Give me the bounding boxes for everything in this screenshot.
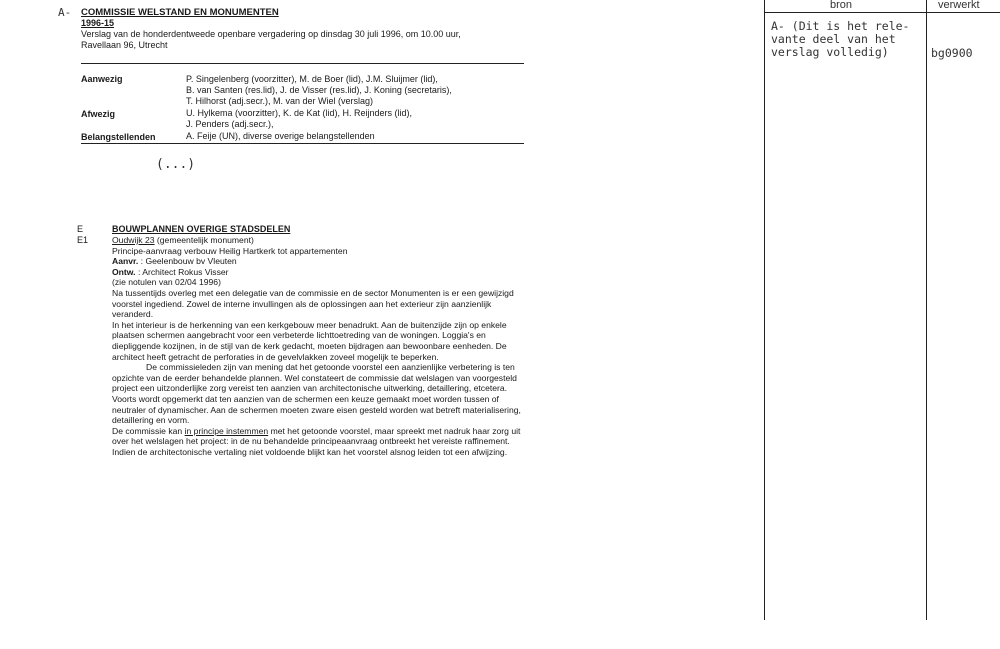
header-bron: bron [830,0,853,11]
margin-header-rule [764,12,1000,13]
paragraph-4-decision: in principe instemmen [184,425,269,436]
ontwerper-value: : Architect Rokus Visser [135,266,229,277]
section-marker: A- [58,6,72,19]
attendee-line: P. Singelenberg (voorzitter), M. de Boer (lid), J.M. Sluijmer (lid), [186,74,438,84]
afwezig-label: Afwezig [81,109,116,119]
paragraph-3: De commissieleden zijn van mening dat het getoonde voorstel een aanzienlijke verbetering is ten opzichte van de eerder behandelde plannen. Wel constateert de commissie dat welslagen van voorgesteld project een uitzonderlijke zorg vereist ten aanzien van architectonische uitwerking, detaillering, etcetera. Voorts wordt opgemerkt dat ten aanzien van de schermen een keuze gemaakt moet worden tussen of neutraler of dynamischer. Aan de schermen moeten zware eisen gesteld worden wat betreft materialisering, detaillering en vorm. [112,362,521,426]
header-verwerkt: verwerkt [938,0,980,11]
margin-note [771,20,909,59]
attendance-rule [81,143,524,144]
attendee-line: B. van Santen (res.lid), J. de Visser (res.lid), J. Koning (secretaris), [186,85,452,95]
header-rule [81,63,524,64]
aanvrager-label: Aanvr. [112,256,139,267]
item-number: E1 [77,235,89,245]
margin-note-line: A- (Dit is het rele- [771,19,910,33]
item-address: Oudwijk 23 [112,235,155,245]
ontwerper-label: Ontw. [112,266,136,277]
section-letter: E [77,224,84,234]
paragraph-4-end: met het getoonde voorstel, maar spreekt met nadruk haar zorg uit over het welslagen het project: in de nu behandelde principeaanvraag ontbreekt het vereiste raffinement. Indien de architectonische vertaling niet voldoende blijkt kan het voorstel alsnog leiden tot een afwijzing. [112,425,521,457]
margin-note-line: vante deel van het [771,32,896,46]
margin-note-line: verslag volledig) [771,45,889,59]
section-heading: BOUWPLANNEN OVERIGE STADSDELEN [112,224,291,234]
paragraph-2: In het interieur is de herkenning van een kerkgebouw meer benadrukt. Aan de buitenzijde zijn op enkele plaatsen schermen aangebracht voor een verbeterde lichttoetreding van de woningen. Loggia's en diepliggende kozijnen, in de stijl van de kerk gedacht, moeten bijdragen aan bewoonbare eenheden. De architect heeft getracht de perforaties in de gevelvlakken zoveel mogelijk te beperken. [112,319,507,362]
doc-subtitle-line-1: Verslag van de honderdentweede openbare vergadering op dinsdag 30 juli 1996, om 10.00 uur, [81,29,461,39]
reference-note: (zie notulen van 02/04 1996) [112,277,221,288]
doc-number: 1996-15 [81,18,115,28]
aanwezig-label: Aanwezig [81,74,123,84]
paragraph-4 [112,426,532,458]
margin-column-divider [764,0,765,620]
absentee-line: U. Hylkema (voorzitter), K. de Kat (lid), H. Reijnders (lid), [186,108,413,118]
ellipsis: (...) [156,157,196,172]
belangstellenden-value: A. Feije (UN), diverse overige belangstellenden [186,131,375,141]
item-body [112,235,532,457]
item-subject: Principe-aanvraag verbouw Heilig Hartkerk tot appartementen [112,245,348,256]
attendee-line: T. Hilhorst (adj.secr.), M. van der Wiel (verslag) [186,96,374,106]
belangstellenden-label: Belangstellenden [81,132,156,142]
aanwezig-list [186,74,452,107]
item-address-note: (gemeentelijk monument) [154,235,254,245]
absentee-line: J. Penders (adj.secr.), [186,119,274,129]
processed-code: bg0900 [931,46,973,60]
doc-title: COMMISSIE WELSTAND EN MONUMENTEN [81,7,279,18]
paragraph-4-start: De commissie kan [112,425,185,436]
doc-subtitle-line-2: Ravellaan 96, Utrecht [81,40,168,50]
afwezig-list [186,108,412,130]
margin-column-divider-2 [926,0,927,620]
paragraph-1: Na tussentijds overleg met een delegatie van de commissie en de sector Monumenten is er een gewijzigd voorstel ingediend. Zowel de interne invullingen als de oplossingen aan het exterieur zijn aanzienlijk veranderd. [112,287,514,320]
aanvrager-value: : Geelenbouw bv Vleuten [138,256,237,267]
